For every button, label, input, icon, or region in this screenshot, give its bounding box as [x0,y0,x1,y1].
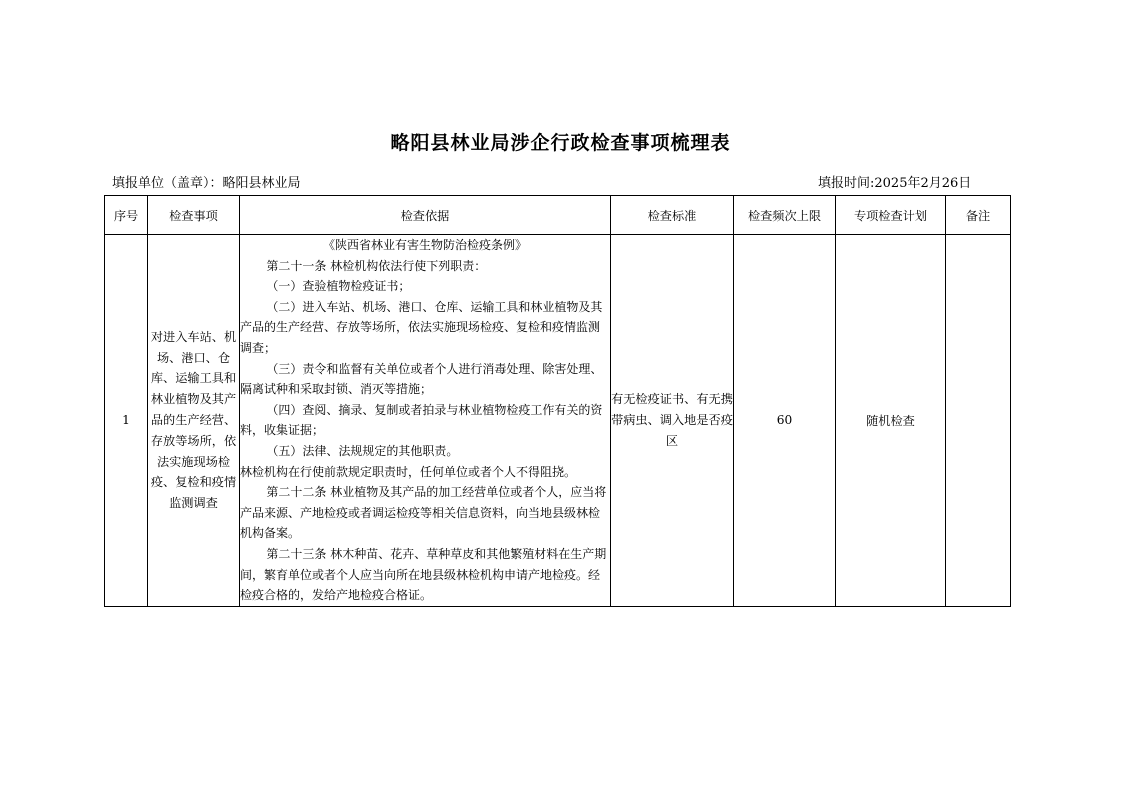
cell-item: 对进入车站、机场、港口、仓库、运输工具和林业植物及其产品的生产经营、存放等场所，依法实施现场检疫、复检和疫情监测调查 [148,235,240,607]
cell-remark [946,235,1011,607]
reporting-unit: 填报单位（盖章）：略阳县林业局 [112,176,301,191]
cell-plan: 随机检查 [836,235,946,607]
inspection-table [104,195,1011,607]
basis-regulation-title: 《陕西省林业有害生物防治检疫条例》 [322,238,527,252]
reporting-date: 填报时间:2025年2月26日 [818,176,972,191]
basis-article-22: 第二十二条 林业植物及其产品的加工经营单位或者个人，应当将产品来源、产地检疫或者调运检疫等相关信息资料，向当地县级林检机构备案。 [240,485,607,541]
basis-duty-5: （五）法律、法规规定的其他职责。 [266,443,459,458]
basis-duty-4: （四）查阅、摘录、复制或者拍录与林业植物检疫工作有关的资料，收集证据； [240,402,603,438]
header-basis: 检查依据 [240,196,611,235]
header-item: 检查事项 [148,196,240,235]
basis-article-21: 第二十一条 林检机构依法行使下列职责： [266,258,487,273]
header-remark: 备注 [946,196,1011,235]
table-row [105,235,1011,607]
basis-duty-2: （二）进入车站、机场、港口、仓库、运输工具和林业植物及其产品的生产经营、存放等场所，依法实施现场检疫、复检和疫情监测调查； [240,299,603,355]
basis-article-23: 第二十三条 林木种苗、花卉、草种草皮和其他繁殖材料在生产期间，繁育单位或者个人应当向所在地县级林检机构申请产地检疫。经检疫合格的，发给产地检疫合格证。 [240,546,607,603]
header-plan: 专项检查计划 [836,196,946,235]
header-standard: 检查标准 [611,196,734,235]
page-title: 略阳县林业局涉企行政检查事项梳理表 [390,132,731,154]
cell-no: 1 [105,235,148,607]
cell-basis [240,235,611,607]
table-header-row [105,196,1011,235]
cell-standard: 有无检疫证书、有无携带病虫、调入地是否疫区 [611,235,734,607]
cell-frequency: 60 [734,235,836,607]
header-frequency: 检查频次上限 [734,196,836,235]
basis-duty-1: （一）查验植物检疫证书； [266,279,411,294]
header-no: 序号 [105,196,148,235]
basis-duty-3: （三）责令和监督有关单位或者个人进行消毒处理、除害处理、隔离试种和采取封锁、消灭等措施； [240,361,603,397]
basis-no-obstruction: 林检机构在行使前款规定职责时，任何单位或者个人不得阻挠。 [240,464,577,479]
